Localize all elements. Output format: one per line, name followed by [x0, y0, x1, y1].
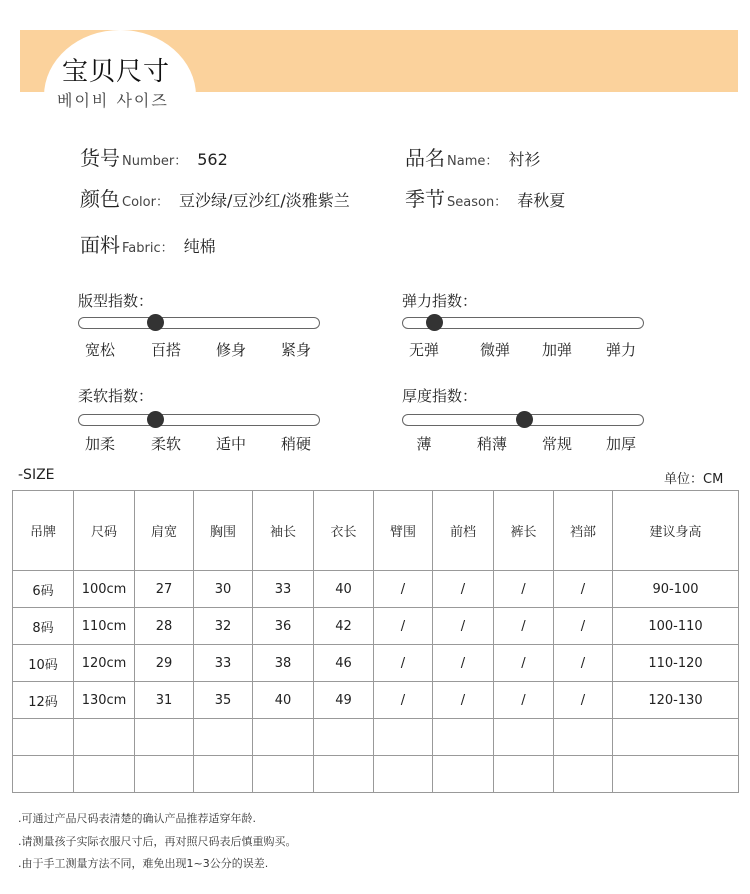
table-cell: 33 [194, 645, 253, 682]
softness-index-slider [78, 414, 320, 426]
page-title: 宝贝尺寸 [62, 57, 171, 87]
table-cell: 90-100 [613, 571, 739, 608]
table-cell: 40 [314, 571, 374, 608]
softness-index-knob [147, 411, 164, 428]
table-cell [253, 719, 314, 756]
size-table [12, 490, 739, 793]
table-cell: 33 [253, 571, 314, 608]
table-cell: / [494, 682, 554, 719]
info-color-value: 豆沙绿/豆沙红/淡雅紫兰 [178, 191, 350, 210]
thickness-index-knob [516, 411, 533, 428]
table-cell: 30 [194, 571, 253, 608]
thickness-index-title: 厚度指数： [402, 387, 478, 405]
table-cell: / [554, 645, 613, 682]
thickness-index-slider [402, 414, 644, 426]
table-row [13, 719, 739, 756]
column-header: 臂围 [374, 491, 433, 571]
table-cell: 42 [314, 608, 374, 645]
note-3: .由于手工测量方法不同，难免出现1~3公分的误差. [18, 857, 269, 870]
thickness-option: 加厚 [605, 435, 636, 453]
table-cell [494, 719, 554, 756]
table-cell: 36 [253, 608, 314, 645]
table-cell [194, 756, 253, 793]
table-cell [74, 756, 135, 793]
elasticity-option: 微弹 [479, 341, 510, 359]
fit-index-slider [78, 317, 320, 329]
table-cell: 49 [314, 682, 374, 719]
table-header-row [13, 491, 739, 571]
table-row [13, 608, 739, 645]
table-cell: 32 [194, 608, 253, 645]
table-cell [13, 719, 74, 756]
table-cell: / [554, 608, 613, 645]
table-cell: / [554, 571, 613, 608]
table-cell: 100-110 [613, 608, 739, 645]
info-fabric [80, 229, 216, 258]
table-cell: / [494, 571, 554, 608]
table-cell [554, 719, 613, 756]
softness-option: 加柔 [84, 435, 115, 453]
table-cell [613, 756, 739, 793]
table-cell [253, 756, 314, 793]
table-cell: 38 [253, 645, 314, 682]
table-row [13, 645, 739, 682]
thickness-option: 薄 [416, 435, 432, 453]
info-season-label: 季节 [405, 187, 445, 211]
table-cell: 28 [135, 608, 194, 645]
table-cell [374, 719, 433, 756]
table-cell: 110cm [74, 608, 135, 645]
info-season-en: Season： [447, 195, 508, 210]
table-cell: 46 [314, 645, 374, 682]
info-name-en: Name： [447, 154, 499, 169]
info-number-value: 562 [197, 150, 228, 169]
column-header: 尺码 [74, 491, 135, 571]
column-header: 吊牌 [13, 491, 74, 571]
table-cell [554, 756, 613, 793]
table-cell: 110-120 [613, 645, 739, 682]
table-cell [135, 756, 194, 793]
table-cell: / [494, 645, 554, 682]
table-cell: 12码 [13, 682, 74, 719]
column-header: 前档 [433, 491, 494, 571]
table-cell: 10码 [13, 645, 74, 682]
note-2: .请测量孩子实际衣服尺寸后，再对照尺码表后慎重购买。 [18, 835, 297, 848]
table-cell: 35 [194, 682, 253, 719]
table-cell [613, 719, 739, 756]
elasticity-index-knob [426, 314, 443, 331]
table-cell: 29 [135, 645, 194, 682]
elasticity-index-slider [402, 317, 644, 329]
table-cell [194, 719, 253, 756]
info-name [405, 142, 540, 171]
info-number-en: Number： [122, 154, 188, 169]
elasticity-index-title: 弹力指数： [402, 292, 478, 310]
table-cell: / [374, 682, 433, 719]
table-cell [494, 756, 554, 793]
table-cell: 31 [135, 682, 194, 719]
thickness-option: 常规 [541, 435, 572, 453]
table-cell: / [554, 682, 613, 719]
unit-label: 单位：CM [664, 472, 724, 487]
fit-option: 修身 [215, 341, 246, 359]
column-header: 袖长 [253, 491, 314, 571]
elasticity-option: 无弹 [408, 341, 439, 359]
info-fabric-value: 纯棉 [183, 237, 216, 256]
note-1: .可通过产品尺码表清楚的确认产品推荐适穿年龄. [18, 812, 256, 825]
table-cell [314, 756, 374, 793]
table-row [13, 756, 739, 793]
page-subtitle: 베이비 사이즈 [57, 91, 169, 110]
info-season [405, 183, 565, 212]
table-cell: 40 [253, 682, 314, 719]
info-number [80, 142, 228, 171]
elasticity-option: 弹力 [605, 341, 636, 359]
table-cell [433, 756, 494, 793]
size-section-label: -SIZE [18, 467, 55, 483]
fit-option: 紧身 [280, 341, 311, 359]
table-cell [74, 719, 135, 756]
table-cell: 120cm [74, 645, 135, 682]
info-color [80, 183, 350, 212]
table-cell [13, 756, 74, 793]
info-fabric-en: Fabric： [122, 241, 174, 256]
info-number-label: 货号 [80, 146, 120, 170]
table-cell: / [374, 645, 433, 682]
table-cell: 120-130 [613, 682, 739, 719]
table-cell: / [433, 645, 494, 682]
column-header: 建议身高 [613, 491, 739, 571]
thickness-option: 稍薄 [476, 435, 507, 453]
column-header: 裤长 [494, 491, 554, 571]
info-name-label: 品名 [405, 146, 445, 170]
table-cell [374, 756, 433, 793]
table-cell [433, 719, 494, 756]
column-header: 胸围 [194, 491, 253, 571]
softness-index-title: 柔软指数： [78, 387, 154, 405]
table-cell [135, 719, 194, 756]
info-season-value: 春秋夏 [517, 191, 566, 210]
softness-option: 稍硬 [280, 435, 311, 453]
column-header: 衣长 [314, 491, 374, 571]
info-name-value: 衬衫 [508, 150, 541, 169]
fit-index-title: 版型指数： [78, 292, 154, 310]
elasticity-option: 加弹 [541, 341, 572, 359]
table-cell: 6码 [13, 571, 74, 608]
info-fabric-label: 面料 [80, 233, 120, 257]
table-cell: / [494, 608, 554, 645]
info-color-en: Color： [122, 195, 169, 210]
fit-index-knob [147, 314, 164, 331]
softness-option: 柔软 [150, 435, 181, 453]
table-cell: / [374, 608, 433, 645]
column-header: 裆部 [554, 491, 613, 571]
table-cell: / [433, 682, 494, 719]
table-cell: 100cm [74, 571, 135, 608]
fit-option: 百搭 [150, 341, 181, 359]
table-cell: 27 [135, 571, 194, 608]
table-row [13, 682, 739, 719]
table-cell [314, 719, 374, 756]
fit-option: 宽松 [84, 341, 115, 359]
column-header: 肩宽 [135, 491, 194, 571]
table-cell: 130cm [74, 682, 135, 719]
table-cell: 8码 [13, 608, 74, 645]
softness-option: 适中 [215, 435, 246, 453]
info-color-label: 颜色 [80, 187, 120, 211]
table-cell: / [374, 571, 433, 608]
table-cell: / [433, 608, 494, 645]
table-row [13, 571, 739, 608]
table-cell: / [433, 571, 494, 608]
